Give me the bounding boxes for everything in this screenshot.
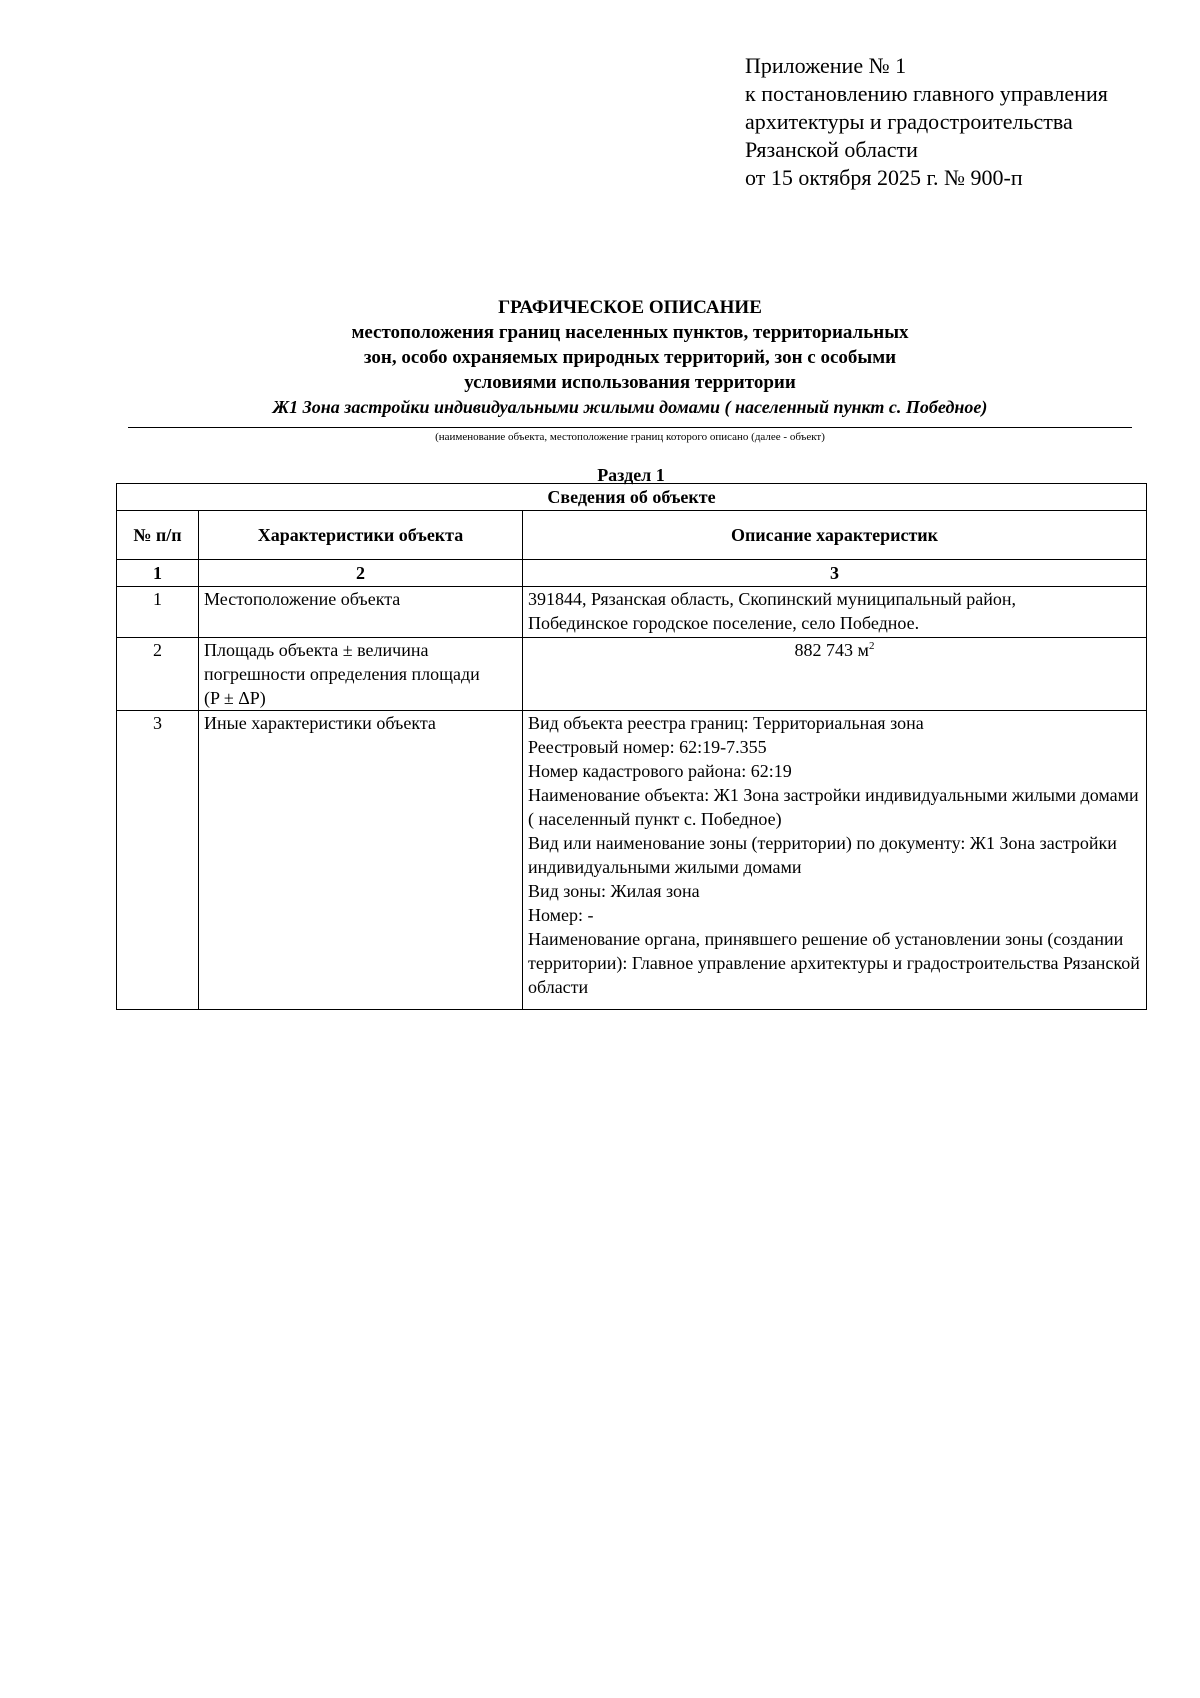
document-title-block: [128, 295, 1132, 419]
document-subtitle-line: местоположения границ населенных пунктов, территориальных: [351, 322, 909, 343]
column-number-row: [117, 560, 1147, 587]
characteristic-line: (P ± ΔP): [204, 688, 266, 708]
row-description: [523, 711, 1147, 1010]
row-description: [523, 587, 1147, 638]
header-characteristics: Характеристики объекта: [199, 511, 523, 560]
row-number: 1: [117, 587, 199, 638]
appendix-line: архитектуры и градостроительства: [745, 109, 1073, 134]
row-number: 3: [117, 711, 199, 1010]
table-row: [117, 711, 1147, 1010]
description-line: 391844, Рязанская область, Скопинский муниципальный район,: [528, 589, 1017, 609]
characteristic-line: погрешности определения площади: [204, 664, 480, 684]
row-number: 2: [117, 638, 199, 711]
row-characteristic: Иные характеристики объекта: [199, 711, 523, 1010]
row-characteristic: [199, 638, 523, 711]
description-line: Номер кадастрового района: 62:19: [528, 761, 792, 781]
description-line: Побединское городское поселение, село Победное.: [528, 613, 920, 633]
header-description: Описание характеристик: [523, 511, 1147, 560]
area-value: 882 743 м: [794, 640, 869, 660]
appendix-line: Рязанской области: [745, 137, 918, 162]
column-number: 3: [523, 560, 1147, 587]
description-line: Вид объекта реестра границ: Территориальная зона: [528, 713, 924, 733]
table-row: [117, 587, 1147, 638]
table-row: [117, 638, 1147, 711]
document-title: ГРАФИЧЕСКОЕ ОПИСАНИЕ: [498, 297, 762, 318]
table-header-row: [117, 511, 1147, 560]
document-subtitle-line: условиями использования территории: [464, 372, 796, 393]
appendix-line: от 15 октября 2025 г. № 900-п: [745, 165, 1023, 190]
description-line: Наименование объекта: Ж1 Зона застройки индивидуальными жилыми домами ( населенный пункт с. Победное): [528, 785, 1139, 829]
appendix-line: Приложение № 1: [745, 53, 907, 78]
appendix-header: [745, 52, 1108, 192]
object-info-table: [116, 483, 1147, 1010]
object-name-underline: [128, 427, 1132, 428]
document-subtitle-line: зон, особо охраняемых природных территорий, зон с особыми: [363, 347, 897, 368]
row-area-value: [523, 638, 1147, 711]
section-title: Раздел 1: [597, 465, 665, 485]
appendix-line: к постановлению главного управления: [745, 81, 1108, 106]
area-unit-superscript: 2: [868, 640, 875, 652]
object-name-hint: (наименование объекта, местоположение границ которого описано (далее - объект): [435, 431, 825, 443]
column-number: 2: [199, 560, 523, 587]
description-line: Номер: -: [528, 905, 594, 925]
table-caption-row: [117, 484, 1147, 511]
row-characteristic: Местоположение объекта: [199, 587, 523, 638]
description-line: Вид или наименование зоны (территории) по документу: Ж1 Зона застройки индивидуальными жилыми домами: [528, 833, 1117, 877]
table-caption: Сведения об объекте: [117, 484, 1147, 511]
description-line: Реестровый номер: 62:19-7.355: [528, 737, 767, 757]
description-line: Наименование органа, принявшего решение об установлении зоны (создании территории): Главное управление архитектуры и градостроительства Рязанской области: [528, 929, 1140, 997]
object-name: Ж1 Зона застройки индивидуальными жилыми домами ( населенный пункт с. Победное): [272, 397, 988, 417]
characteristic-line: Площадь объекта ± величина: [204, 640, 429, 660]
column-number: 1: [117, 560, 199, 587]
description-line: Вид зоны: Жилая зона: [528, 881, 700, 901]
header-num: № п/п: [117, 511, 199, 560]
